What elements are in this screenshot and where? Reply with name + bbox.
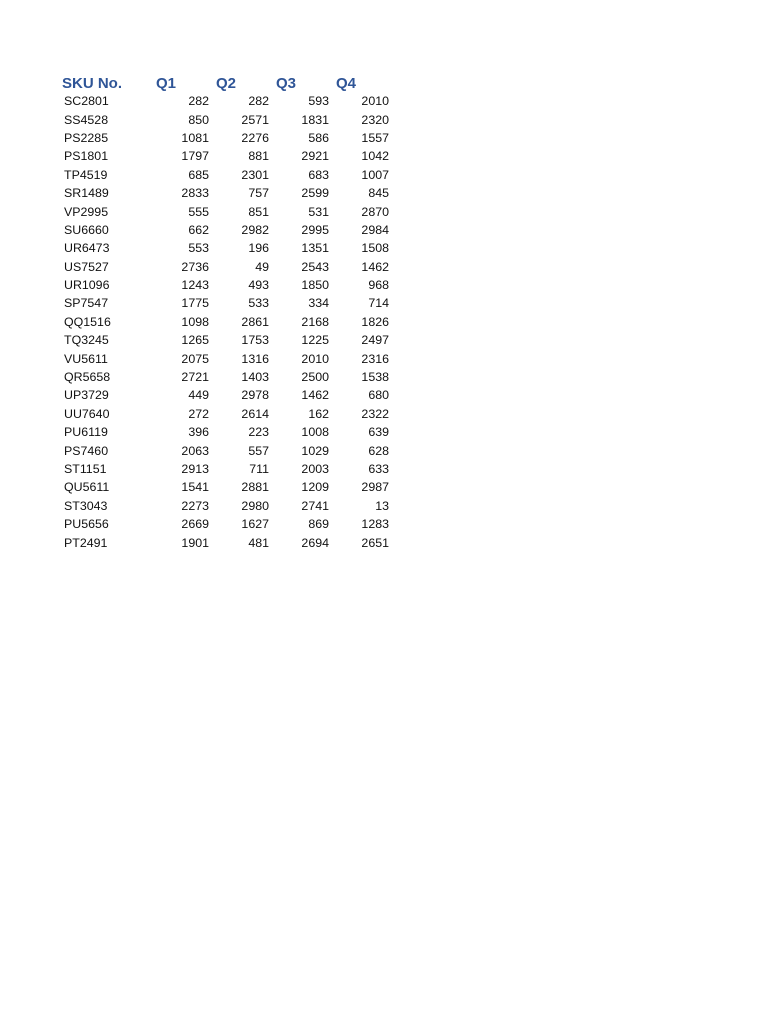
sku-cell[interactable]: PU6119 (64, 425, 108, 440)
q3-cell[interactable]: 2010 (301, 351, 329, 366)
q4-cell[interactable]: 1826 (361, 314, 389, 329)
sku-cell[interactable]: ST1151 (64, 462, 107, 476)
sku-cell[interactable]: VP2995 (64, 204, 109, 219)
sku-cell[interactable]: VU5611 (64, 351, 108, 366)
q3-cell[interactable]: 1850 (301, 278, 329, 293)
q3-cell[interactable]: 2694 (301, 535, 329, 550)
sku-cell[interactable]: UP3729 (64, 388, 109, 403)
q3-cell[interactable]: 2003 (301, 462, 329, 476)
q3-cell[interactable]: 2168 (301, 314, 329, 329)
q2-cell[interactable]: 493 (248, 278, 269, 293)
table-row (62, 533, 392, 551)
q3-cell[interactable]: 2995 (301, 222, 329, 237)
q2-cell[interactable]: 881 (248, 149, 269, 164)
q4-cell[interactable]: 2984 (361, 222, 389, 237)
q4-cell[interactable]: 968 (368, 278, 389, 293)
q4-cell[interactable]: 13 (375, 498, 389, 513)
q3-cell[interactable]: 1029 (301, 443, 329, 458)
q4-cell[interactable]: 1557 (361, 130, 389, 145)
q1-cell[interactable]: 2736 (181, 259, 209, 274)
q4-cell[interactable]: 2320 (361, 112, 389, 127)
table-body (62, 92, 392, 552)
q4-cell[interactable]: 628 (368, 443, 389, 458)
q2-cell[interactable]: 481 (248, 535, 269, 550)
q3-cell[interactable]: 593 (308, 94, 329, 109)
sku-cell[interactable]: UU7640 (64, 406, 110, 421)
table-row (62, 258, 392, 276)
table-row (62, 331, 392, 349)
q2-cell[interactable]: 2301 (241, 167, 269, 182)
header-row (62, 70, 392, 92)
header-q3[interactable]: Q3 (276, 75, 297, 92)
q4-cell[interactable]: 2987 (361, 480, 389, 495)
table-row (62, 239, 392, 257)
q1-cell[interactable]: 1775 (181, 296, 209, 311)
q2-cell[interactable]: 851 (248, 204, 269, 219)
q3-cell[interactable]: 586 (308, 130, 329, 145)
q1-cell[interactable]: 662 (188, 222, 209, 237)
q2-cell[interactable]: 49 (255, 259, 269, 274)
q4-cell[interactable]: 1462 (361, 259, 389, 274)
q4-cell[interactable]: 2870 (361, 204, 389, 219)
q1-cell[interactable]: 396 (188, 425, 209, 440)
q2-cell[interactable]: 1316 (241, 351, 269, 366)
sku-cell[interactable]: SC2801 (64, 94, 109, 109)
sku-cell[interactable]: QR5658 (64, 370, 111, 385)
q2-cell[interactable]: 1627 (241, 517, 269, 532)
q1-cell[interactable]: 1541 (181, 480, 209, 495)
table-row (62, 294, 392, 312)
table-row (62, 460, 392, 478)
sku-cell[interactable]: SU6660 (64, 222, 109, 237)
q3-cell[interactable]: 1351 (301, 241, 329, 256)
spreadsheet-sheet (62, 70, 392, 552)
table-row (62, 276, 392, 294)
table-row (62, 441, 392, 459)
q4-cell[interactable]: 1508 (361, 241, 389, 256)
q1-cell[interactable]: 282 (188, 94, 209, 109)
q2-cell[interactable]: 1753 (241, 333, 269, 348)
table-row (62, 202, 392, 220)
sku-cell[interactable]: QQ1516 (64, 314, 111, 329)
q3-cell[interactable]: 1831 (301, 112, 329, 127)
table-row (62, 405, 392, 423)
q4-cell[interactable]: 633 (368, 462, 389, 476)
q2-cell[interactable]: 2982 (241, 222, 269, 237)
q3-cell[interactable]: 2500 (301, 370, 329, 385)
q2-cell[interactable]: 2614 (241, 406, 269, 421)
q2-cell[interactable]: 1403 (241, 370, 269, 385)
q3-cell[interactable]: 531 (308, 204, 329, 219)
sku-cell[interactable]: PT2491 (64, 535, 108, 550)
table-row (62, 166, 392, 184)
sku-quarterly-table (62, 70, 392, 552)
q3-cell[interactable]: 1008 (301, 425, 329, 440)
q3-cell[interactable]: 1225 (301, 333, 329, 348)
q1-cell[interactable]: 2833 (181, 186, 209, 201)
q1-cell[interactable]: 1243 (181, 278, 209, 293)
q1-cell[interactable]: 1098 (181, 314, 209, 329)
table-row (62, 184, 392, 202)
q2-cell[interactable]: 2980 (241, 498, 269, 513)
q4-cell[interactable]: 2010 (361, 94, 389, 109)
table-row (62, 92, 392, 110)
table-row (62, 313, 392, 331)
sku-cell[interactable]: SP7547 (64, 296, 109, 311)
table-row (62, 110, 392, 128)
q1-cell[interactable]: 2669 (181, 517, 209, 532)
q4-cell[interactable]: 639 (368, 425, 389, 440)
table-row (62, 368, 392, 386)
sku-cell[interactable]: QU5611 (64, 480, 110, 495)
q1-cell[interactable]: 555 (188, 204, 209, 219)
table-row (62, 386, 392, 404)
q1-cell[interactable]: 449 (188, 388, 209, 403)
q2-cell[interactable]: 557 (248, 443, 269, 458)
sku-cell[interactable]: TQ3245 (64, 333, 109, 348)
q4-cell[interactable]: 714 (368, 296, 389, 311)
q3-cell[interactable]: 683 (308, 167, 329, 182)
q1-cell[interactable]: 1265 (181, 333, 209, 348)
q2-cell[interactable]: 533 (248, 296, 269, 311)
q4-cell[interactable]: 1538 (361, 370, 389, 385)
header-q1[interactable]: Q1 (156, 75, 177, 92)
q4-cell[interactable]: 1042 (361, 149, 389, 164)
header-q2[interactable]: Q2 (216, 75, 237, 92)
q2-cell[interactable]: 2276 (241, 130, 269, 145)
table-row (62, 349, 392, 367)
q4-cell[interactable]: 845 (368, 186, 389, 201)
q2-cell[interactable]: 282 (248, 94, 269, 109)
q1-cell[interactable]: 2721 (181, 370, 209, 385)
q3-cell[interactable]: 1209 (301, 480, 329, 495)
sku-cell[interactable]: UR1096 (64, 278, 110, 293)
sku-cell[interactable]: PS2285 (64, 130, 109, 145)
q1-cell[interactable]: 850 (188, 112, 209, 127)
q4-cell[interactable]: 2322 (361, 406, 389, 421)
q3-cell[interactable]: 869 (308, 517, 329, 532)
table-row (62, 129, 392, 147)
q4-cell[interactable]: 2316 (361, 351, 389, 366)
q4-cell[interactable]: 680 (368, 388, 389, 403)
sku-cell[interactable]: SS4528 (64, 112, 109, 127)
q4-cell[interactable]: 2651 (361, 535, 389, 550)
q4-cell[interactable]: 1283 (361, 517, 389, 532)
q3-cell[interactable]: 334 (308, 296, 329, 311)
q1-cell[interactable]: 1901 (181, 535, 209, 550)
header-sku-no[interactable]: SKU No. (62, 75, 122, 92)
sku-cell[interactable]: US7527 (64, 259, 109, 274)
q2-cell[interactable]: 223 (248, 425, 269, 440)
q2-cell[interactable]: 711 (249, 462, 269, 476)
sku-cell[interactable]: PS1801 (64, 149, 109, 164)
q3-cell[interactable]: 1462 (301, 388, 329, 403)
q4-cell[interactable]: 2497 (361, 333, 389, 348)
q2-cell[interactable]: 2571 (241, 112, 269, 127)
q1-cell[interactable]: 272 (188, 406, 209, 421)
table-row (62, 221, 392, 239)
q3-cell[interactable]: 2921 (301, 149, 329, 164)
table-row (62, 147, 392, 165)
sku-cell[interactable]: TP4519 (64, 167, 108, 182)
q3-cell[interactable]: 2741 (301, 498, 329, 513)
sku-cell[interactable]: UR6473 (64, 241, 110, 256)
q3-cell[interactable]: 2543 (301, 259, 329, 274)
q1-cell[interactable]: 685 (188, 167, 209, 182)
q1-cell[interactable]: 1081 (181, 130, 209, 145)
table-row (62, 497, 392, 515)
q3-cell[interactable]: 162 (308, 406, 329, 421)
q2-cell[interactable]: 2978 (241, 388, 269, 403)
sku-cell[interactable]: PS7460 (64, 443, 109, 458)
q3-cell[interactable]: 2599 (301, 186, 329, 201)
table-row (62, 423, 392, 441)
q4-cell[interactable]: 1007 (361, 167, 389, 182)
q2-cell[interactable]: 2861 (241, 314, 269, 329)
q1-cell[interactable]: 553 (188, 241, 209, 256)
q1-cell[interactable]: 1797 (181, 149, 209, 164)
sku-cell[interactable]: PU5656 (64, 517, 109, 532)
q2-cell[interactable]: 2881 (241, 480, 269, 495)
q2-cell[interactable]: 757 (248, 186, 269, 201)
table-row (62, 515, 392, 533)
q1-cell[interactable]: 2913 (181, 462, 209, 476)
q1-cell[interactable]: 2063 (181, 443, 209, 458)
sku-cell[interactable]: ST3043 (64, 498, 108, 513)
header-q4[interactable]: Q4 (336, 75, 357, 92)
q1-cell[interactable]: 2075 (181, 351, 209, 366)
q1-cell[interactable]: 2273 (181, 498, 209, 513)
q2-cell[interactable]: 196 (248, 241, 269, 256)
sku-cell[interactable]: SR1489 (64, 186, 109, 201)
table-row (62, 478, 392, 496)
